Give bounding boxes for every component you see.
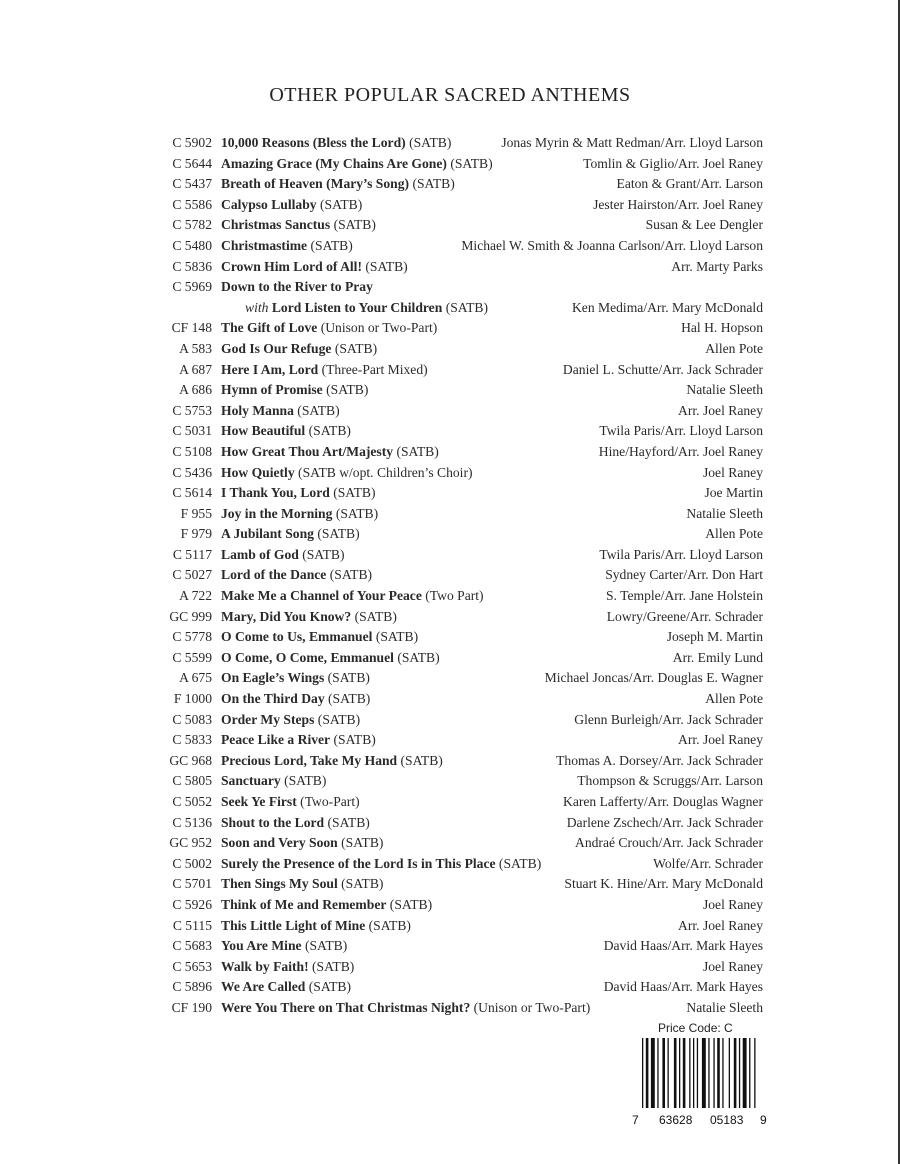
anthem-entry [221,792,360,812]
composer-credit: Arr. Joel Raney [678,732,763,748]
voicing: (SATB) [498,855,542,871]
composer-credit: Jonas Myrin & Matt Redman/Arr. Lloyd Larson [501,135,763,150]
anthem-row [0,339,900,360]
barcode-bar [683,1038,686,1108]
anthem-title: O Come to Us, Emmanuel [221,629,373,645]
anthem-entry [221,545,345,565]
barcode-left-digits: 63628 [659,1113,693,1127]
anthem-row [0,421,900,442]
anthem-row [0,833,900,854]
voicing: (SATB) [445,299,488,315]
voicing: (SATB) [284,773,327,789]
anthem-title: Here I Am, Lord [221,361,319,377]
anthem-title: The Gift of Love [221,320,318,336]
voicing: (SATB) [412,176,455,192]
composer-credit: Allen Pote [705,340,763,356]
anthem-row [0,792,900,813]
anthem-row [0,545,900,566]
catalog-code: A 687 [179,361,212,377]
catalog-code: C 5926 [172,896,212,912]
anthem-entry [221,957,354,977]
anthem-row [0,668,900,689]
voicing: (SATB) [308,979,352,995]
anthem-title: Down to the River to Pray [221,279,373,295]
voicing: (SATB) [333,217,376,233]
anthem-row [0,710,900,731]
anthem-row [0,854,900,875]
catalog-code: A 686 [179,382,212,398]
anthem-row [0,586,900,607]
anthem-row [0,627,900,648]
composer-credit: S. Temple/Arr. Jane Holstein [606,588,763,604]
anthem-title: On the Third Day [221,691,325,707]
composer-credit: Daniel L. Schutte/Arr. Jack Schrader [562,361,763,377]
anthem-entry [221,421,351,441]
anthem-row [0,215,900,236]
anthem-row [0,195,900,216]
anthem-title: On Eagle’s Wings [221,670,325,686]
barcode-right-digits: 05183 [710,1113,744,1127]
anthem-entry [221,586,484,606]
composer-credit: Jester Hairston/Arr. Joel Raney [593,196,763,212]
composer-credit: Joel Raney [702,896,763,912]
anthem-title: Order My Steps [221,711,315,727]
composer-credit: Joseph M. Martin [666,629,763,645]
anthem-entry [221,360,428,380]
anthem-entry [221,483,376,503]
voicing: (SATB) [450,155,493,171]
voicing: (SATB) [317,526,360,542]
catalog-code: CF 148 [171,320,212,336]
composer-credit: Ken Medima/Arr. Mary McDonald [571,299,763,315]
barcode-bar [734,1038,737,1108]
anthem-title: You Are Mine [221,938,302,954]
anthem-row [0,936,900,957]
barcode-bar [679,1038,680,1108]
anthem-row [0,483,900,504]
voicing: (SATB) [297,402,340,418]
barcode-bar [674,1038,677,1108]
voicing: (Two-Part) [300,794,360,809]
anthem-row [0,730,900,751]
voicing: (SATB) [389,896,433,912]
anthem-title: We Are Called [221,979,306,995]
anthem-row [0,154,900,175]
anthem-row [0,380,900,401]
anthem-entry [221,401,340,421]
voicing: (SATB) [327,670,370,686]
catalog-code: C 5833 [172,732,212,748]
anthem-row [0,360,900,381]
anthem-title: Amazing Grace (My Chains Are Gone) [221,155,447,171]
catalog-code: C 5653 [172,958,212,974]
anthem-entry [221,833,383,853]
voicing: (SATB) [341,876,384,892]
anthem-title: Think of Me and Remember [221,896,387,912]
anthem-row [0,504,900,525]
voicing: (SATB) [302,546,345,562]
catalog-code: C 5896 [172,979,212,995]
anthem-row [0,895,900,916]
anthem-title: Lord Listen to Your Children [271,299,443,315]
anthem-row [0,463,900,484]
anthem-entry [221,895,432,915]
anthem-row [0,277,900,298]
voicing: (SATB) [310,237,353,253]
anthem-entry [221,504,378,524]
voicing: (SATB) [327,814,370,830]
anthem-title: Christmastime [221,237,308,253]
anthem-entry [221,277,373,297]
catalog-code: CF 190 [171,999,212,1015]
composer-credit: Natalie Sleeth [686,999,763,1015]
anthem-title: Make Me a Channel of Your Peace [221,588,422,604]
catalog-code: C 5753 [172,402,212,418]
anthem-row [0,607,900,628]
catalog-code: C 5701 [172,876,212,892]
anthem-title: Sanctuary [221,773,281,789]
barcode-bar [708,1038,709,1108]
anthem-entry [221,380,368,400]
anthem-row [0,771,900,792]
composer-credit: Tomlin & Giglio/Arr. Joel Raney [583,155,763,171]
anthem-title: Lamb of God [221,546,299,562]
catalog-code: C 5902 [172,135,212,150]
catalog-code: A 583 [179,340,212,356]
anthem-row [0,957,900,978]
composer-credit: Arr. Marty Parks [671,258,763,274]
anthem-title: Walk by Faith! [221,958,309,974]
anthem-row [0,442,900,463]
catalog-code: A 675 [179,670,212,686]
barcode-bar [739,1038,740,1108]
catalog-code: C 5002 [172,855,212,871]
barcode-first-digit: 7 [632,1113,639,1127]
anthem-title: Christmas Sanctus [221,217,331,233]
anthem-row [0,174,900,195]
catalog-code: C 5644 [172,155,212,171]
catalog-code: GC 968 [169,752,212,768]
anthem-title: O Come, O Come, Emmanuel [221,649,394,665]
anthem-entry [221,977,351,997]
composer-credit: Joe Martin [704,485,763,501]
anthem-entry [221,133,451,153]
catalog-code: A 722 [179,588,212,604]
barcode-bar [657,1038,658,1108]
anthem-row [0,998,900,1019]
composer-credit: Natalie Sleeth [686,382,763,398]
composer-credit: Michael W. Smith & Joanna Carlson/Arr. Lloyd Larson [461,237,763,253]
catalog-code: C 5836 [172,258,212,274]
voicing: (SATB) [341,835,384,851]
anthem-entry [221,565,372,585]
anthem-row [0,565,900,586]
catalog-code: C 5436 [172,464,212,480]
voicing: (SATB w/opt. Children’s Choir) [298,464,473,480]
anthem-title: How Quietly [221,464,295,480]
anthem-entry [221,215,376,235]
barcode-bar [689,1038,690,1108]
composer-credit: Arr. Joel Raney [678,402,763,418]
catalog-code: C 5480 [172,237,212,253]
voicing: (SATB) [365,258,408,274]
barcode-bar [754,1038,755,1108]
anthem-row [0,813,900,834]
composer-credit: Wolfe/Arr. Schrader [653,855,763,871]
composer-credit: Stuart K. Hine/Arr. Mary McDonald [564,876,763,892]
catalog-code: GC 952 [169,835,212,851]
barcode-bar [697,1038,698,1108]
anthem-entry [221,318,437,338]
barcode-bar [662,1038,665,1108]
anthem-entry [221,442,439,462]
composer-credit: Joel Raney [702,958,763,974]
composer-credit: Allen Pote [705,526,763,542]
catalog-code: C 5782 [172,217,212,233]
anthem-title: God Is Our Refuge [221,340,332,356]
anthem-entry [221,854,541,874]
barcode-bar [693,1038,694,1108]
anthem-title: Were You There on That Christmas Night? [221,999,471,1015]
composer-credit: Hine/Hayford/Arr. Joel Raney [598,443,763,459]
anthem-row [0,401,900,422]
composer-credit: Eaton & Grant/Arr. Larson [616,176,763,192]
anthem-entry [245,298,488,318]
voicing: (SATB) [375,629,419,645]
anthem-row [0,648,900,669]
catalog-code: C 5136 [172,814,212,830]
anthem-row [0,298,900,319]
anthem-entry [221,236,353,256]
anthem-title: How Great Thou Art/Majesty [221,443,394,459]
anthem-title: Surely the Presence of the Lord Is in This Place [221,855,496,871]
catalog-code: C 5437 [172,176,212,192]
voicing: (Three-Part Mixed) [321,361,428,377]
catalog-code: F 979 [180,526,212,542]
voicing: (SATB) [335,505,379,521]
composer-credit: Karen Lafferty/Arr. Douglas Wagner [563,794,763,809]
catalog-code: C 5108 [172,443,212,459]
anthem-entry [221,689,370,709]
composer-credit: Michael Joncas/Arr. Douglas E. Wagner [544,670,763,686]
anthem-entry [221,730,376,750]
barcode-bar [651,1038,655,1108]
composer-credit: Susan & Lee Dengler [645,217,763,233]
composer-credit: Twila Paris/Arr. Lloyd Larson [599,546,763,562]
anthem-title: Crown Him Lord of All! [221,258,362,274]
anthem-title: Peace Like a River [221,732,331,748]
anthem-row [0,524,900,545]
catalog-code: F 955 [180,505,212,521]
voicing: (SATB) [329,567,373,583]
anthem-row [0,751,900,772]
anthem-entry [221,998,590,1018]
voicing: (SATB) [317,711,361,727]
anthem-entry [221,607,397,627]
anthem-row [0,689,900,710]
anthem-title: Lord of the Dance [221,567,327,583]
anthem-entry [221,936,347,956]
catalog-code: C 5115 [172,917,212,933]
catalog-code: C 5969 [172,279,212,295]
catalog-code: C 5683 [172,938,212,954]
anthem-entry [221,463,473,483]
anthem-entry [221,524,360,544]
barcode-bar [729,1038,730,1108]
voicing: (SATB) [328,691,371,707]
anthem-entry [221,751,443,771]
voicing: (SATB) [308,423,351,439]
composer-credit: Arr. Joel Raney [678,917,763,933]
composer-credit: Lowry/Greene/Arr. Schrader [606,608,763,624]
catalog-code: C 5031 [172,423,212,439]
anthem-entry [221,648,440,668]
anthem-title: Precious Lord, Take My Hand [221,752,398,768]
barcode-bar [668,1038,669,1108]
anthem-entry [221,195,362,215]
anthem-title: Mary, Did You Know? [221,608,352,624]
composer-credit: Allen Pote [705,691,763,707]
catalog-code: C 5117 [172,546,212,562]
barcode-bar [749,1038,750,1108]
voicing: (SATB) [326,382,369,398]
anthem-row [0,916,900,937]
anthem-title: Holy Manna [221,402,294,418]
anthem-title: Seek Ye First [221,794,297,809]
composer-credit: Darlene Zschech/Arr. Jack Schrader [566,814,763,830]
voicing: (Unison or Two-Part) [320,320,438,336]
catalog-code: F 1000 [173,691,212,707]
barcode-bar [717,1038,720,1108]
voicing: (SATB) [333,732,376,748]
voicing: (SATB) [368,917,411,933]
barcode-bar [642,1038,643,1108]
composer-credit: Glenn Burleigh/Arr. Jack Schrader [574,711,763,727]
catalog-code: C 5052 [172,794,212,809]
anthem-entry [221,627,418,647]
composer-credit: David Haas/Arr. Mark Hayes [603,938,763,954]
voicing: (Two Part) [425,588,484,604]
barcode-bar [743,1038,747,1108]
catalog-code: C 5027 [172,567,212,583]
anthem-title: This Little Light of Mine [221,917,366,933]
catalog-code: GC 999 [169,608,212,624]
barcode-bars [642,1038,756,1108]
anthem-entry [221,813,370,833]
composer-credit: Thomas A. Dorsey/Arr. Jack Schrader [556,752,763,768]
catalog-code: C 5614 [172,485,212,501]
voicing: (SATB) [319,196,363,212]
composer-credit: Sydney Carter/Arr. Don Hart [605,567,763,583]
anthem-entry [221,771,326,791]
anthem-entry [221,339,377,359]
anthem-title: Then Sings My Soul [221,876,338,892]
barcode-bar [702,1038,706,1108]
composer-credit: Arr. Emily Lund [672,649,763,665]
anthem-title: Joy in the Morning [221,505,333,521]
voicing: (Unison or Two-Part) [473,999,591,1015]
anthem-title: Shout to the Lord [221,814,325,830]
anthem-list [0,133,900,1019]
anthem-row [0,236,900,257]
price-code: Price Code: C [658,1021,733,1035]
voicing: (SATB) [333,485,376,501]
anthem-row [0,318,900,339]
voicing: (SATB) [400,752,443,768]
composer-credit: Natalie Sleeth [686,505,763,521]
anthem-title: I Thank You, Lord [221,485,330,501]
catalog-code: C 5778 [172,629,212,645]
anthem-title: Breath of Heaven (Mary’s Song) [221,176,410,192]
anthem-title: Hymn of Promise [221,382,323,398]
anthem-entry [221,710,360,730]
voicing: (SATB) [354,608,397,624]
barcode-bar [646,1038,649,1108]
voicing: (SATB) [334,340,378,356]
composer-credit: Thompson & Scruggs/Arr. Larson [577,773,763,789]
anthem-entry [221,174,455,194]
catalog-code: C 5599 [172,649,212,665]
voicing: (SATB) [409,135,452,150]
anthem-entry [221,668,370,688]
anthem-title: A Jubilant Song [221,526,314,542]
page-title: OTHER POPULAR SACRED ANTHEMS [269,84,631,106]
voicing: (SATB) [396,443,439,459]
anthem-entry [221,257,408,277]
anthem-row [0,874,900,895]
anthem-title: Soon and Very Soon [221,835,338,851]
catalog-code: C 5805 [172,773,212,789]
composer-credit: Joel Raney [702,464,763,480]
anthem-row [0,977,900,998]
anthem-row [0,257,900,278]
anthem-entry [221,916,411,936]
composer-credit: Hal H. Hopson [681,320,763,336]
composer-credit: Andraé Crouch/Arr. Jack Schrader [575,835,763,851]
catalog-code: C 5586 [172,196,212,212]
anthem-row [0,133,900,154]
voicing: (SATB) [397,649,440,665]
barcode-last-digit: 9 [760,1113,767,1127]
with-prefix: with [245,299,269,315]
composer-credit: Twila Paris/Arr. Lloyd Larson [599,423,763,439]
anthem-entry [221,154,493,174]
catalog-code: C 5083 [172,711,212,727]
anthem-title: Calypso Lullaby [221,196,317,212]
voicing: (SATB) [312,958,355,974]
anthem-entry [221,874,383,894]
voicing: (SATB) [304,938,348,954]
barcode-bar [713,1038,714,1108]
composer-credit: David Haas/Arr. Mark Hayes [603,979,763,995]
anthem-title: How Beautiful [221,423,306,439]
barcode [632,1036,770,1128]
barcode-bar [722,1038,723,1108]
anthem-title: 10,000 Reasons (Bless the Lord) [221,135,406,150]
